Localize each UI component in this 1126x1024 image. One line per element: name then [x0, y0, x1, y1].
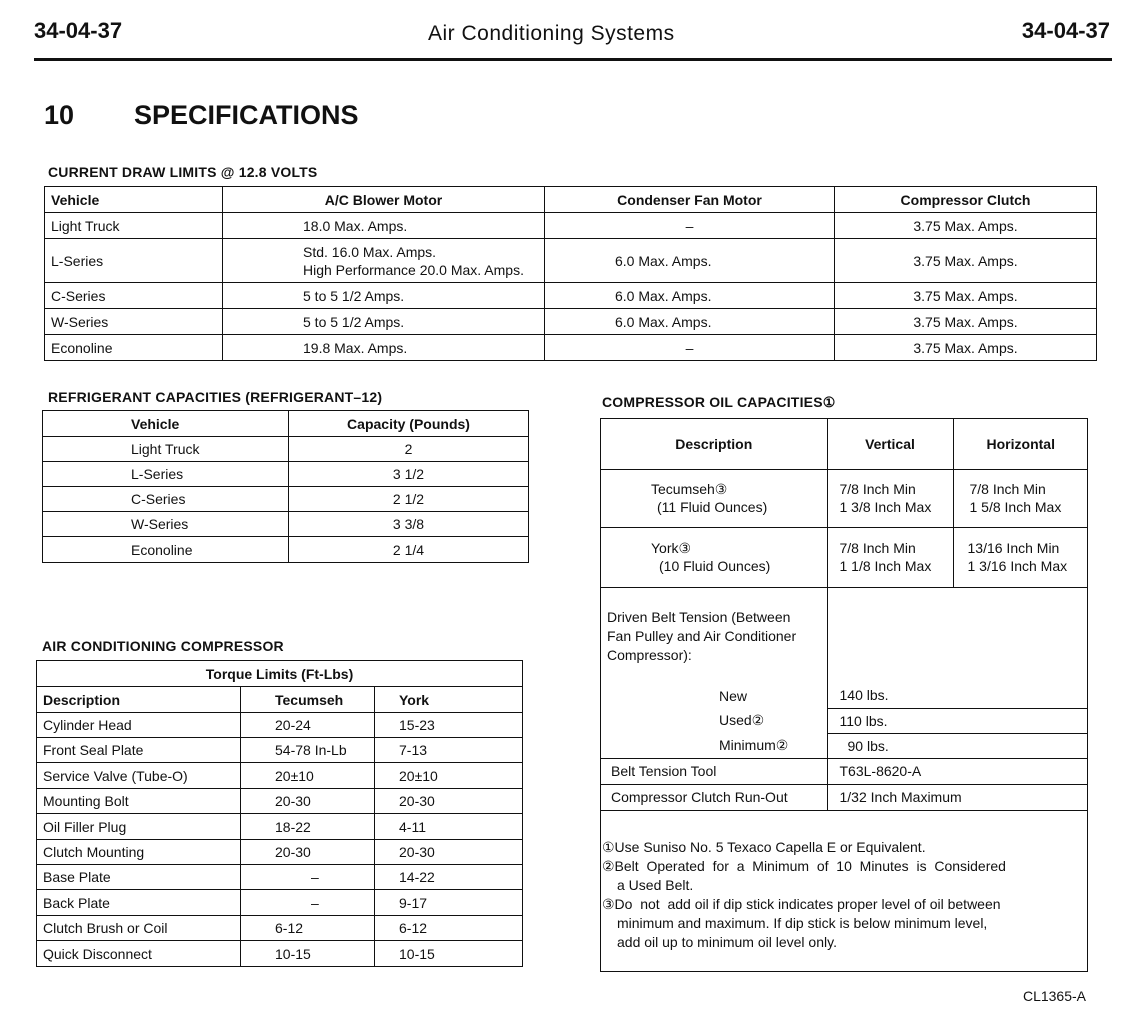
table-row: [601, 683, 1088, 708]
cell-vertical-max: 1 1/8 Inch Max: [839, 558, 932, 574]
cell-description: Service Valve (Tube-O): [37, 763, 241, 789]
table-row: [37, 890, 523, 916]
figure-code: CL1365-A: [1022, 988, 1086, 1004]
cell-vertical-min: 7/8 Inch Min: [839, 540, 916, 556]
col-header-york: York: [375, 687, 523, 713]
cell-horizontal: [953, 527, 1088, 587]
cell-capacity: 3 1/2: [289, 462, 529, 487]
cell-fan: –: [545, 213, 835, 239]
cell-tecumseh: 20±10: [241, 763, 375, 789]
table-row: [601, 469, 1088, 527]
cell-vehicle: Light Truck: [45, 213, 223, 239]
cell-label: Minimum②: [601, 733, 827, 758]
cell-blower: 18.0 Max. Amps.: [223, 213, 545, 239]
oil-footnotes: [602, 838, 1082, 952]
col-header-horizontal: Horizontal: [953, 419, 1088, 469]
cell-label: New: [719, 687, 748, 704]
table-row: [37, 840, 523, 865]
table-row: [601, 527, 1088, 587]
col-header-description: Description: [37, 687, 241, 713]
footnote-2-line2: a Used Belt.: [617, 877, 694, 893]
cell-horizontal-min: 13/16 Inch Min: [967, 540, 1060, 556]
cell-description-line2: (10 Fluid Ounces): [659, 558, 771, 574]
belt-tension-label-line1: Driven Belt Tension (Between: [607, 608, 791, 625]
page-number-right: 34-04-37: [1021, 18, 1110, 43]
cell-vehicle: W-Series: [43, 512, 289, 537]
table-row: [43, 512, 529, 537]
belt-tension-label-line3: Compressor):: [607, 646, 692, 663]
table-row: [43, 487, 529, 512]
cell-description: Cylinder Head: [37, 713, 241, 738]
table-row: [45, 239, 1097, 283]
cell-description: Quick Disconnect: [37, 941, 241, 967]
table-row: [45, 309, 1097, 335]
col-header-clutch: Compressor Clutch: [835, 187, 1097, 213]
footnote-3-line1: ③Do not add oil if dip stick indicates proper level of oil between: [602, 896, 1001, 912]
cell-vehicle: L-Series: [45, 239, 223, 283]
torque-limits-header: Torque Limits (Ft-Lbs): [37, 661, 523, 687]
cell-description: [601, 527, 827, 587]
compressor-caption: AIR CONDITIONING COMPRESSOR: [42, 638, 284, 654]
table-row: [37, 865, 523, 890]
cell-vehicle: L-Series: [43, 462, 289, 487]
table-row: [45, 335, 1097, 361]
cell-label: Compressor Clutch Run-Out: [601, 784, 827, 810]
col-header-vehicle: Vehicle: [45, 187, 223, 213]
cell-horizontal: [953, 469, 1088, 527]
cell-york: 4-11: [375, 814, 523, 840]
cell-york: 15-23: [375, 713, 523, 738]
cell-value: 110 lbs.: [827, 708, 1088, 733]
cell-label: Belt Tension Tool: [601, 758, 827, 784]
table-header-row: [43, 411, 529, 437]
cell-vehicle: C-Series: [45, 283, 223, 309]
cell-vertical-max: 1 3/8 Inch Max: [839, 499, 932, 515]
table-row: [37, 916, 523, 941]
cell-york: 20±10: [375, 763, 523, 789]
cell-tecumseh: 20-30: [241, 789, 375, 814]
table-row: [43, 437, 529, 462]
table-row: [45, 283, 1097, 309]
cell-vehicle: W-Series: [45, 309, 223, 335]
cell-vehicle: Econoline: [45, 335, 223, 361]
belt-tension-label-line2: Fan Pulley and Air Conditioner: [607, 627, 797, 644]
col-header-description: Description: [601, 419, 827, 469]
table-row: [601, 758, 1088, 784]
cell-capacity: 2 1/2: [289, 487, 529, 512]
header-rule: [34, 58, 1112, 61]
table-row: [37, 789, 523, 814]
col-header-vertical: Vertical: [827, 419, 953, 469]
current-draw-caption: CURRENT DRAW LIMITS @ 12.8 VOLTS: [48, 164, 318, 180]
cell-blower: 5 to 5 1/2 Amps.: [223, 309, 545, 335]
table-row: [45, 213, 1097, 239]
cell-fan: 6.0 Max. Amps.: [545, 309, 835, 335]
page-title: Air Conditioning Systems: [428, 22, 675, 45]
cell-tecumseh: –: [241, 865, 375, 890]
cell-fan: 6.0 Max. Amps.: [545, 239, 835, 283]
cell-clutch: 3.75 Max. Amps.: [835, 335, 1097, 361]
col-header-tecumseh: Tecumseh: [241, 687, 375, 713]
cell-blower: 19.8 Max. Amps.: [223, 335, 545, 361]
footnote-3-line3: add oil up to minimum oil level only.: [617, 934, 837, 950]
table-row: [37, 814, 523, 840]
cell-tecumseh: 6-12: [241, 916, 375, 941]
cell-york: 7-13: [375, 738, 523, 763]
table-row: [37, 738, 523, 763]
col-header-vehicle: Vehicle: [43, 411, 289, 437]
col-header-capacity: Capacity (Pounds): [289, 411, 529, 437]
table-row: [601, 784, 1088, 810]
current-draw-table: [44, 186, 1097, 361]
cell-description: Mounting Bolt: [37, 789, 241, 814]
col-header-blower: A/C Blower Motor: [223, 187, 545, 213]
cell-description: Oil Filler Plug: [37, 814, 241, 840]
cell-tecumseh: 20-24: [241, 713, 375, 738]
cell-blower-line2: High Performance 20.0 Max. Amps.: [303, 261, 524, 278]
footnote-1: ①Use Suniso No. 5 Texaco Capella E or Equivalent.: [602, 839, 926, 855]
cell-clutch: 3.75 Max. Amps.: [835, 213, 1097, 239]
cell-horizontal-min: 7/8 Inch Min: [969, 481, 1046, 497]
cell-york: 10-15: [375, 941, 523, 967]
cell-description: Base Plate: [37, 865, 241, 890]
oil-caption: COMPRESSOR OIL CAPACITIES①: [602, 394, 836, 410]
page-number-left: 34-04-37: [34, 18, 123, 43]
cell-value: 140 lbs.: [827, 683, 1088, 708]
cell-clutch: 3.75 Max. Amps.: [835, 283, 1097, 309]
cell-fan: –: [545, 335, 835, 361]
table-group-header-row: [37, 661, 523, 687]
table-row: [37, 713, 523, 738]
cell-description: Back Plate: [37, 890, 241, 916]
table-header-row: [45, 187, 1097, 213]
cell-blower-line1: Std. 16.0 Max. Amps.: [303, 243, 437, 260]
section-title: SPECIFICATIONS: [134, 100, 359, 130]
cell-tecumseh: 18-22: [241, 814, 375, 840]
cell-tecumseh: 54-78 In-Lb: [241, 738, 375, 763]
table-row: [37, 763, 523, 789]
table-header-row: [37, 687, 523, 713]
cell-york: 14-22: [375, 865, 523, 890]
cell-description-line1: York③: [651, 540, 692, 556]
belt-tension-empty: [827, 587, 1088, 683]
col-header-fan: Condenser Fan Motor: [545, 187, 835, 213]
cell-horizontal-max: 1 5/8 Inch Max: [969, 499, 1062, 515]
cell-clutch: 3.75 Max. Amps.: [835, 239, 1097, 283]
cell-york: 6-12: [375, 916, 523, 941]
cell-value: 1/32 Inch Maximum: [827, 784, 1088, 810]
cell-description: [601, 469, 827, 527]
cell-fan: 6.0 Max. Amps.: [545, 283, 835, 309]
cell-horizontal-max: 1 3/16 Inch Max: [967, 558, 1068, 574]
cell-capacity: 3 3/8: [289, 512, 529, 537]
table-header-row: [601, 419, 1088, 469]
cell-description: Clutch Brush or Coil: [37, 916, 241, 941]
belt-tension-row: [601, 587, 1088, 683]
footnote-2-line1: ②Belt Operated for a Minimum of 10 Minutes is Considered: [602, 858, 1006, 874]
cell-york: 20-30: [375, 840, 523, 865]
table-row: [601, 733, 1088, 758]
cell-label: Used②: [719, 712, 765, 728]
section-heading: [44, 100, 359, 131]
compressor-table: [36, 660, 523, 967]
section-number: 10: [44, 100, 75, 130]
cell-value: 90 lbs.: [827, 733, 1088, 758]
cell-york: 9-17: [375, 890, 523, 916]
cell-description-line1: Tecumseh③: [651, 481, 728, 497]
footnote-3-line2: minimum and maximum. If dip stick is below minimum level,: [617, 915, 988, 931]
cell-vehicle: Econoline: [43, 537, 289, 563]
cell-description: Clutch Mounting: [37, 840, 241, 865]
refrigerant-table: [42, 410, 529, 563]
table-row: [601, 708, 1088, 733]
cell-vehicle: C-Series: [43, 487, 289, 512]
belt-tension-label: [601, 587, 827, 683]
cell-tecumseh: 20-30: [241, 840, 375, 865]
cell-value: T63L-8620-A: [827, 758, 1088, 784]
oil-capacities-table: [601, 419, 1088, 811]
refrigerant-caption: REFRIGERANT CAPACITIES (REFRIGERANT–12): [48, 389, 383, 405]
cell-capacity: 2: [289, 437, 529, 462]
cell-tecumseh: 10-15: [241, 941, 375, 967]
cell-vertical: [827, 469, 953, 527]
cell-capacity: 2 1/4: [289, 537, 529, 563]
cell-vertical: [827, 527, 953, 587]
cell-clutch: 3.75 Max. Amps.: [835, 309, 1097, 335]
cell-blower: 5 to 5 1/2 Amps.: [223, 283, 545, 309]
cell-vertical-min: 7/8 Inch Min: [839, 481, 916, 497]
cell-description-line2: (11 Fluid Ounces): [657, 499, 768, 515]
table-row: [43, 537, 529, 563]
cell-vehicle: Light Truck: [43, 437, 289, 462]
cell-tecumseh: –: [241, 890, 375, 916]
cell-blower: [223, 239, 545, 283]
table-row: [43, 462, 529, 487]
cell-york: 20-30: [375, 789, 523, 814]
table-row: [37, 941, 523, 967]
cell-description: Front Seal Plate: [37, 738, 241, 763]
